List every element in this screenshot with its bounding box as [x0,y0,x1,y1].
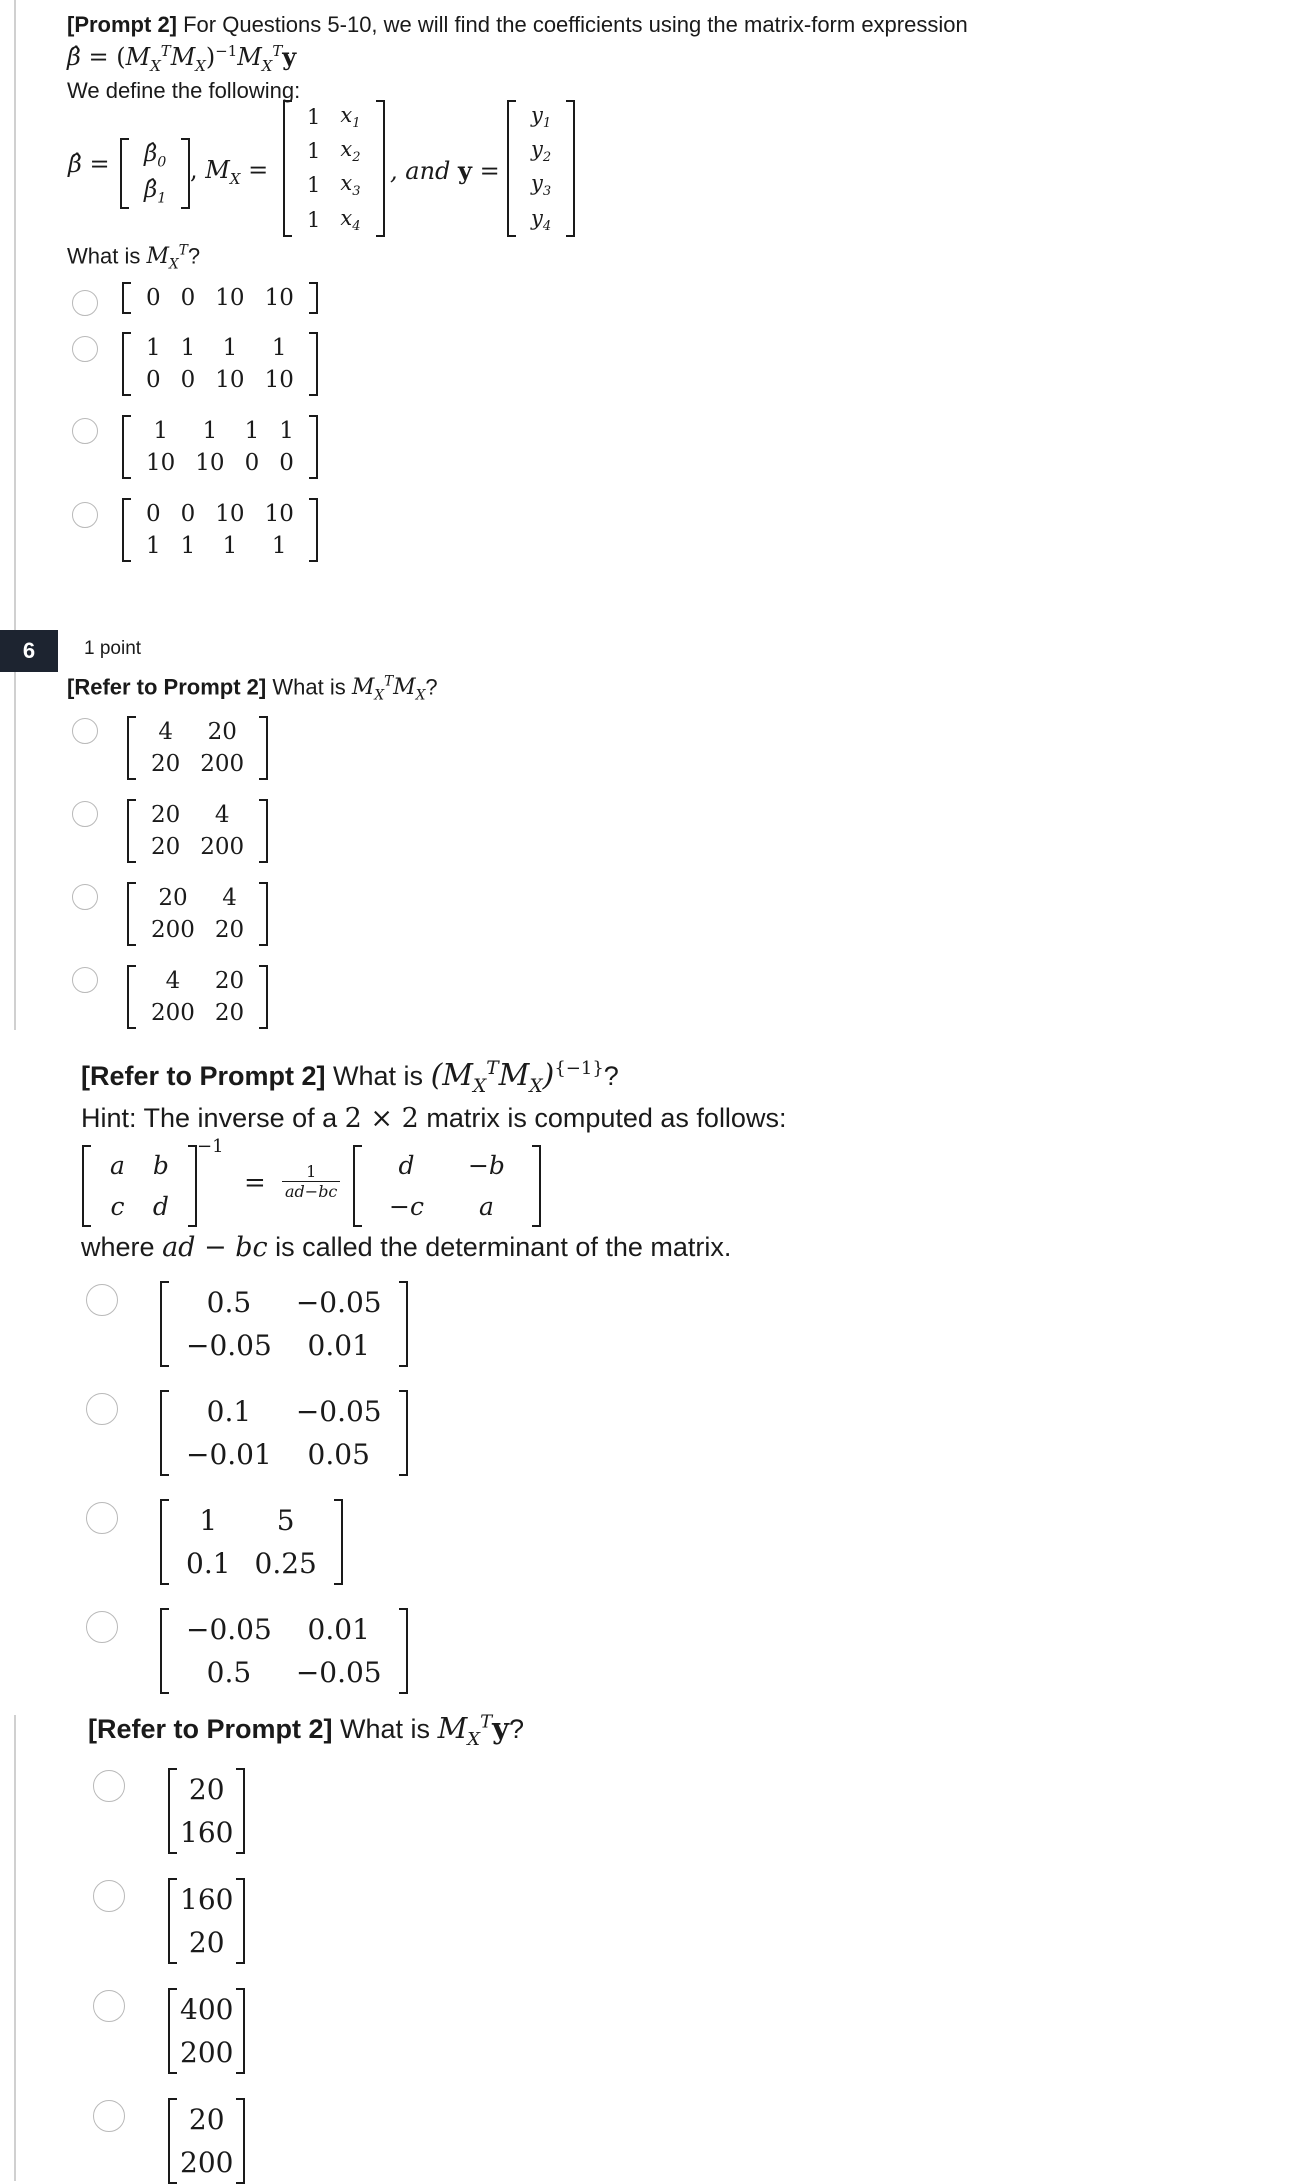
matrix-bracket [160,1608,169,1694]
matrix-cell: 200 [180,2036,234,2069]
prompt-intro: For Questions 5-10, we will find the coefficients using the matrix-form expression [177,12,968,37]
matrix-cell: 0 [180,501,196,527]
matrix-cell: 0 [146,285,161,311]
matrix-bracket [334,1499,343,1585]
inverse-exponent: −1 [197,1136,224,1157]
q6-points: 1 point [84,638,142,659]
matrix-bracket [507,100,516,237]
matrix-bracket [168,1988,177,2074]
matrix-bracket [168,1878,177,1964]
q7-option-3-radio[interactable] [86,1502,118,1534]
matrix-cell: 20 [207,719,237,745]
matrix-bracket [236,1768,245,1854]
mx-symbol: , $M_X$ = [190,156,269,188]
beta-formula: β̂ = $(M_X^TM_X)^{-1}M_X^Ty$ [67,42,297,75]
matrix-bracket [127,965,136,1029]
matrix-cell: 1 [279,418,294,444]
beta-vector [120,138,190,209]
matrix-bracket [259,965,268,1029]
matrix-cell: a [478,1192,494,1221]
q8-option-1[interactable] [168,1768,245,1854]
matrix-cell: 0.25 [254,1547,317,1580]
inverse-rhs-matrix [353,1145,541,1227]
matrix-cell: 1 [222,533,238,559]
q6-option-2[interactable] [127,799,268,863]
matrix-cell: −0.01 [186,1438,272,1471]
matrix-bracket [127,799,136,863]
matrix-cell: 1 [180,335,196,361]
q5-option-2-radio[interactable] [72,336,98,362]
q7-option-4[interactable] [160,1608,408,1694]
matrix-cell: 10 [215,285,245,311]
matrix-cell: 0.05 [307,1438,370,1471]
matrix-cell: 1 [271,335,287,361]
q5-option-4-radio[interactable] [72,502,98,528]
q5-option-2[interactable] [122,332,318,396]
matrix-cell: $\betâ_1$ [144,176,167,207]
matrix-bracket [122,332,131,396]
q8-option-2-radio[interactable] [93,1880,125,1912]
matrix-cell: 10 [195,450,225,476]
matrix-cell: −0.05 [295,1286,382,1319]
q5-option-1-radio[interactable] [72,290,98,316]
y-vector [507,100,575,237]
q8-option-2[interactable] [168,1878,245,1964]
matrix-cell: 10 [215,367,245,393]
q7-option-3[interactable] [160,1499,343,1585]
matrix-cell: 20 [151,834,181,860]
matrix-cell: 20 [151,751,181,777]
matrix-cell: 1 [271,533,287,559]
matrix-cell: 400 [180,1993,234,2026]
matrix-bracket [168,1768,177,1854]
q7-option-1-radio[interactable] [86,1284,118,1316]
q8-option-1-radio[interactable] [93,1770,125,1802]
matrix-cell: d [398,1151,415,1180]
matrix-cell: 0.01 [307,1613,370,1646]
q8-option-4-radio[interactable] [93,2100,125,2132]
matrix-bracket [82,1145,91,1227]
matrix-cell: c [110,1192,125,1221]
matrix-cell: −0.05 [295,1395,382,1428]
q7-where: where ad − bc is called the determinant of the matrix. [81,1232,732,1263]
matrix-cell: $y_4$ [531,205,552,234]
q8-option-3-radio[interactable] [93,1990,125,2022]
matrix-cell: 1 [146,533,161,559]
matrix-bracket [259,799,268,863]
matrix-bracket [283,100,292,237]
q7-option-4-radio[interactable] [86,1611,118,1643]
matrix-bracket [127,882,136,946]
q7-option-2-radio[interactable] [86,1393,118,1425]
matrix-bracket [376,100,385,237]
matrix-bracket [259,716,268,780]
matrix-bracket [122,498,131,562]
q5-option-3[interactable] [122,415,318,479]
q6-option-4[interactable] [127,965,268,1029]
left-border [14,0,16,1030]
matrix-cell: $x_2$ [340,137,361,166]
matrix-cell: 10 [146,450,176,476]
matrix-cell: −0.05 [295,1656,382,1689]
and-y-symbol: , and y = [390,156,500,185]
matrix-cell: a [110,1151,125,1180]
matrix-bracket [236,1878,245,1964]
inverse-lhs-matrix [82,1145,197,1227]
matrix-bracket [122,282,131,314]
matrix-cell: 1 [307,105,321,130]
q5-question: What is $M_X^T$? [67,243,201,273]
matrix-bracket [399,1281,408,1367]
q7-option-2[interactable] [160,1390,408,1476]
matrix-cell: 1 [202,418,218,444]
matrix-cell: 10 [264,285,294,311]
matrix-bracket [160,1281,169,1367]
q8-option-4[interactable] [168,2098,245,2184]
matrix-cell: 10 [215,501,245,527]
matrix-cell: 0 [180,285,196,311]
matrix-cell: 1 [199,1504,218,1537]
q7-hint: Hint: The inverse of a 2 × 2 matrix is computed as follows: [81,1103,787,1134]
matrix-cell: 10 [264,367,294,393]
q7-option-1[interactable] [160,1281,408,1367]
matrix-cell: −0.05 [186,1329,272,1362]
matrix-cell: 10 [264,501,294,527]
matrix-cell: 20 [188,1773,225,1806]
matrix-cell: 1 [153,418,168,444]
q5-option-4[interactable] [122,498,318,562]
matrix-cell: 0 [146,367,161,393]
matrix-cell: 0 [146,501,161,527]
matrix-bracket [309,415,318,479]
matrix-cell: 1 [146,335,161,361]
matrix-cell: −c [389,1192,424,1221]
q6-option-1-radio[interactable] [72,718,98,744]
matrix-bracket [399,1608,408,1694]
matrix-cell: 1 [307,207,321,232]
q5-option-1[interactable] [122,282,318,314]
q6-option-2-radio[interactable] [72,801,98,827]
matrix-cell: 20 [158,885,188,911]
equals-sign: = [244,1168,266,1198]
q7-question: [Refer to Prompt 2] What is $(M_X^TM_X)^{\{-1\}}$? [81,1058,619,1097]
matrix-bracket [309,282,318,314]
matrix-bracket [399,1390,408,1476]
matrix-cell: $y_3$ [531,171,552,200]
q8-question: [Refer to Prompt 2] What is $M_X^Ty$? [88,1711,524,1750]
matrix-cell: $y_2$ [531,137,552,166]
matrix-cell: $x_3$ [340,171,361,200]
left-border-lower [14,1715,16,2181]
matrix-cell: 0 [180,367,196,393]
matrix-cell: $\betâ_0$ [144,141,167,171]
matrix-cell: 200 [151,917,195,943]
matrix-cell: $y_1$ [531,103,552,132]
matrix-cell: 200 [200,751,245,777]
q6-option-3-radio[interactable] [72,884,98,910]
define-label: We define the following: [67,78,301,103]
matrix-bracket [532,1145,541,1227]
matrix-cell: 200 [200,834,245,860]
matrix-bracket [566,100,575,237]
matrix-bracket [188,1145,197,1227]
matrix-bracket [160,1390,169,1476]
matrix-cell: −0.05 [186,1613,272,1646]
matrix-bracket [236,2098,245,2184]
beta-hat-symbol: β̂ = [68,150,110,178]
q6-question: [Refer to Prompt 2] What is $M_X^TM_X$? [67,674,438,704]
matrix-cell: 200 [180,2146,234,2179]
matrix-cell: 0.5 [206,1286,252,1319]
question-number-badge: 6 [0,630,58,672]
matrix-cell: 20 [151,802,181,828]
matrix-bracket [122,415,131,479]
q8-option-3[interactable] [168,1988,245,2074]
matrix-bracket [309,498,318,562]
matrix-bracket [127,716,136,780]
matrix-bracket [160,1499,169,1585]
q6-option-1[interactable] [127,716,268,780]
matrix-cell: 4 [165,968,181,994]
matrix-cell: −b [467,1151,505,1180]
q5-option-3-radio[interactable] [72,418,98,444]
matrix-cell: 20 [188,1926,225,1959]
matrix-bracket [120,138,129,209]
matrix-cell: $x_4$ [340,205,361,234]
matrix-cell: 160 [180,1816,234,1849]
matrix-cell: d [152,1192,169,1221]
matrix-cell: 0 [244,450,260,476]
matrix-cell: 4 [158,719,173,745]
matrix-cell: 5 [276,1504,295,1537]
matrix-cell: 1 [244,418,260,444]
q6-option-3[interactable] [127,882,268,946]
q6-option-4-radio[interactable] [72,967,98,993]
matrix-cell: 0.1 [186,1547,231,1580]
matrix-bracket [353,1145,362,1227]
matrix-cell: 20 [214,917,245,943]
matrix-cell: 0.01 [307,1329,370,1362]
matrix-cell: 20 [214,1000,245,1026]
matrix-cell: 0.1 [206,1395,252,1428]
matrix-cell: $x_1$ [340,103,361,132]
prompt-header [67,12,968,38]
matrix-cell: 20 [188,2103,225,2136]
matrix-cell: 0.5 [206,1656,252,1689]
matrix-bracket [309,332,318,396]
matrix-cell: 4 [222,885,237,911]
matrix-cell: 1 [307,173,321,198]
matrix-cell: 200 [151,1000,195,1026]
mx-matrix [283,100,385,237]
matrix-bracket [168,2098,177,2184]
matrix-cell: 1 [307,139,321,164]
matrix-cell: 4 [214,802,230,828]
matrix-bracket [236,1988,245,2074]
matrix-bracket [259,882,268,946]
prompt-tag: [Prompt 2] [67,12,177,37]
matrix-cell: 0 [279,450,294,476]
matrix-cell: b [152,1151,169,1180]
inverse-fraction: $\frac{1}{ad-bc}$ [282,1162,340,1201]
matrix-cell: 20 [214,968,245,994]
matrix-cell: 1 [180,533,196,559]
matrix-cell: 160 [180,1883,234,1916]
matrix-cell: 1 [222,335,238,361]
